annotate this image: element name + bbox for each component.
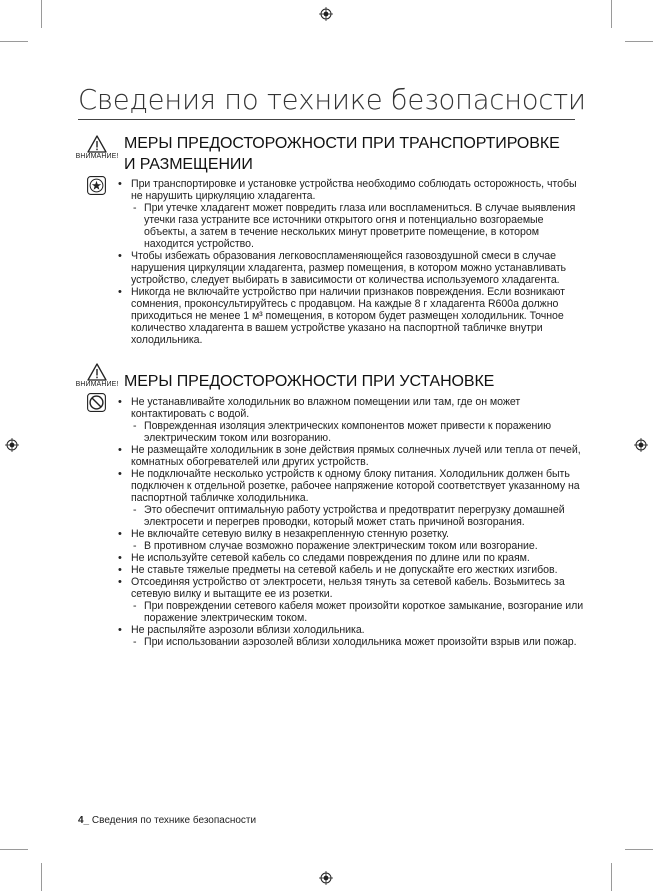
section-heading bbox=[124, 371, 494, 392]
footer-title: Сведения по технике безопасности bbox=[91, 815, 257, 826]
registration-mark-icon bbox=[5, 438, 19, 452]
list-item bbox=[118, 528, 588, 552]
warning-block bbox=[72, 363, 122, 388]
crop-mark bbox=[625, 849, 653, 850]
list-item bbox=[118, 178, 588, 250]
warning-triangle-icon bbox=[87, 135, 107, 153]
list-item bbox=[118, 250, 588, 286]
crop-mark bbox=[611, 863, 612, 891]
registration-mark-icon bbox=[319, 871, 333, 885]
list-item bbox=[118, 396, 588, 444]
section-heading-line2: И РАЗМЕЩЕНИИ bbox=[124, 156, 253, 173]
crop-mark bbox=[611, 0, 612, 28]
warning-triangle-icon bbox=[87, 363, 107, 381]
page-footer bbox=[78, 815, 256, 826]
list-item bbox=[118, 286, 588, 346]
warning-block bbox=[72, 135, 122, 160]
item-text: Не устанавливайте холодильник во влажном помещении или там, где он может контактировать с водой. bbox=[131, 396, 521, 420]
warning-label: ВНИМАНИЕ! bbox=[75, 381, 119, 388]
item-text: Отсоединяя устройство от электросети, нельзя тянуть за сетевой кабель. Возьмитесь за сетевую вилку и вытащите ее из розетки. bbox=[131, 576, 565, 600]
star-in-circle-icon bbox=[87, 176, 106, 195]
page-number: 4_ bbox=[78, 815, 90, 826]
list-item bbox=[118, 468, 588, 528]
crop-mark bbox=[41, 0, 42, 28]
sub-item: - В противном случае возможно поражение электрическим током или возгорание. bbox=[131, 540, 588, 552]
item-text: Не размещайте холодильник в зоне действия прямых солнечных лучей или тепла от печей, комнатных обогревателей или других устройств. bbox=[131, 444, 581, 468]
sub-item: - При повреждении сетевого кабеля может произойти короткое замыкание, возгорание или поражение электрическим током. bbox=[131, 600, 588, 624]
crop-mark bbox=[41, 863, 42, 891]
item-text: Никогда не включайте устройство при наличии признаков повреждения. Если возникают сомнения, проконсультируйтесь с продавцом. На каждые 8 г хладагента R600a должно приходиться не менее 1 м³ помещения, в котором будет размещен холодильник. Точное количество хладагента в вашем устройстве указано на паспортной табличке внутри холодильника. bbox=[131, 286, 565, 346]
title-divider bbox=[78, 119, 575, 120]
registration-mark-icon bbox=[634, 438, 648, 452]
sub-item: - Поврежденная изоляция электрических компонентов может привести к поражению электрическим током или возгоранию. bbox=[131, 420, 588, 444]
sub-item: - При утечке хладагент может повредить глаза или воспламениться. В случае выявления утечки газа устраните все источники открытого огня и потенциально возгораемые объекты, а затем в течение нескольких минут проветрите помещение, в котором находится устройство. bbox=[131, 202, 588, 250]
section-heading bbox=[124, 133, 560, 175]
section-list bbox=[118, 396, 588, 648]
prohibited-icon bbox=[87, 393, 106, 412]
sub-item: - Это обеспечит оптимальную работу устройства и предотвратит перегрузку домашней электросети и перегрев проводки, который может стать причиной возгорания. bbox=[131, 504, 588, 528]
crop-mark bbox=[0, 41, 28, 42]
item-text: Не ставьте тяжелые предметы на сетевой кабель и не допускайте его жестких изгибов. bbox=[131, 564, 558, 576]
sub-item: - При использовании аэрозолей вблизи холодильника может произойти взрыв или пожар. bbox=[131, 636, 588, 648]
warning-label: ВНИМАНИЕ! bbox=[75, 153, 119, 160]
crop-mark bbox=[0, 849, 28, 850]
list-item bbox=[118, 552, 588, 564]
item-text: Не подключайте несколько устройств к одному блоку питания. Холодильник должен быть подключен к отдельной розетке, рабочее напряжение которой соответствует указанному на паспортной табличке холодильника. bbox=[131, 468, 580, 504]
list-item bbox=[118, 576, 588, 624]
page-title: Сведения по технике безопасности bbox=[78, 84, 586, 116]
list-item bbox=[118, 624, 588, 648]
item-text: Чтобы избежать образования легковоспламеняющейся газовоздушной смеси в случае нарушения циркуляции хладагента, размер помещения, в котором можно устанавливать устройство, следует выбирать в зависимости от количества используемого хладагента. bbox=[131, 250, 566, 286]
section-list bbox=[118, 178, 588, 346]
registration-mark-icon bbox=[319, 7, 333, 21]
item-text: Не включайте сетевую вилку в незакрепленную стенную розетку. bbox=[131, 528, 449, 540]
list-item bbox=[118, 564, 588, 576]
list-item bbox=[118, 444, 588, 468]
section-heading-line1: МЕРЫ ПРЕДОСТОРОЖНОСТИ ПРИ УСТАНОВКЕ bbox=[124, 373, 495, 390]
item-text: Не распыляйте аэрозоли вблизи холодильника. bbox=[131, 624, 365, 636]
item-text: Не используйте сетевой кабель со следами повреждения по длине или по краям. bbox=[131, 552, 530, 564]
item-text: При транспортировке и установке устройства необходимо соблюдать осторожность, чтобы не нарушить циркуляцию хладагента. bbox=[131, 178, 577, 202]
section-heading-line1: МЕРЫ ПРЕДОСТОРОЖНОСТИ ПРИ ТРАНСПОРТИРОВКЕ bbox=[124, 135, 560, 152]
crop-mark bbox=[625, 41, 653, 42]
